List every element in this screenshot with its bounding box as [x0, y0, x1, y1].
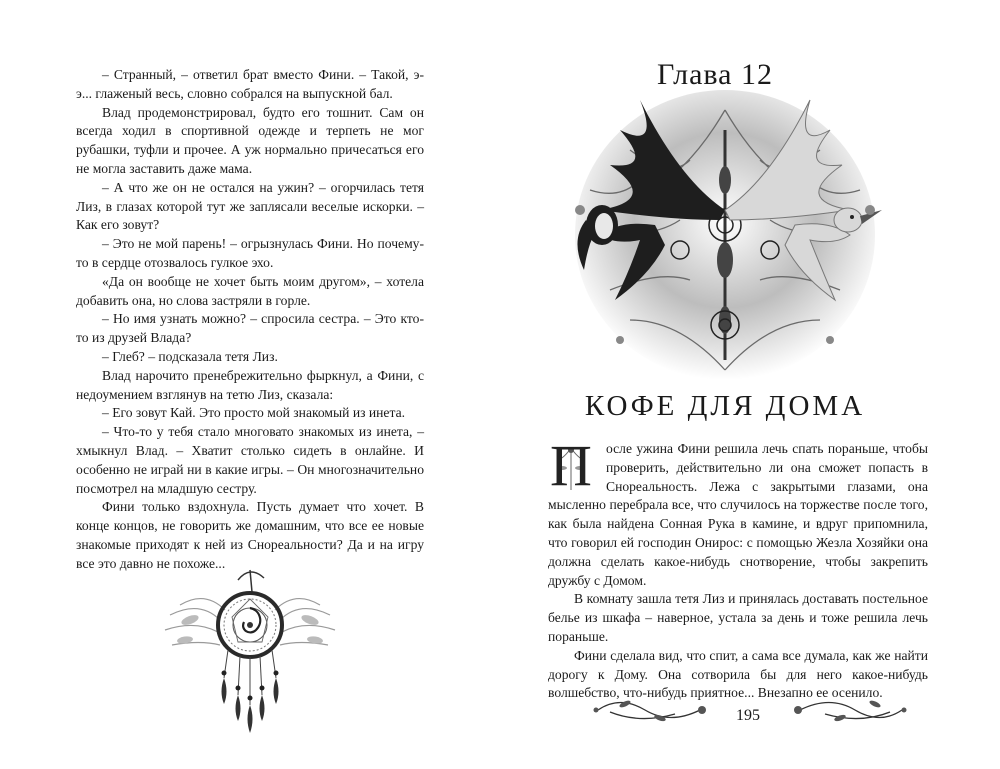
left-paragraph: – Странный, – ответил брат вместо Фини. – Такой, э-э... глаженый весь, словно собрался на выпускной бал. [76, 67, 424, 101]
left-paragraph: Фини только вздохнула. Пусть думает что хочет. В конце концов, не говорить же домашним, что все ее новые знакомые приходят к ней из Снореальности? Да и на игру все это давно не похоже... [76, 499, 424, 571]
left-paragraph: Влад нарочито пренебрежительно фыркнул, а Фини, с недоумением взглянув на тетю Лиз, сказала: [76, 367, 424, 402]
drop-cap-letter: П [550, 433, 592, 498]
first-paragraph [548, 433, 928, 590]
left-paragraph: – Глеб? – подсказала тетя Лиз. [102, 348, 278, 364]
chapter-number: Глава 12 [657, 58, 773, 91]
right-paragraph: Фини сделала вид, что спит, а сама все думала, как же найти дорогу к Дому. Она сотворила бы для него какое-нибудь волшебство, что-нибудь приятное... Внезапно ее осенило. [548, 647, 928, 701]
drop-cap [544, 433, 598, 498]
first-paragraph-text: осле ужина Фини решила лечь спать пораньше, чтобы проверить, действительно ли она сможет попасть в Снореальность. Лежа с закрытыми глазами, она мысленно перебрала все, что случилось на торжестве после того, как была найдена Сонная Рука в камине, и вдруг припомнила, что говорил ей господин Онирос: с помощью Жезла Хозяйки она должна сделать какое-нибудь снотворение, чтобы закрепить дружбу с Домом. [548, 441, 928, 588]
left-paragraph: – Что-то у тебя стало многовато знакомых из инета, – хмыкнул Влад. – Хватит столько сидеть в онлайне. И особенно не играй ни в какие игры. – Он многозначительно посмотрел на младшую сестру. [76, 424, 424, 496]
left-paragraph: – А что же он не остался на ужин? – огорчилась тетя Лиз, в глазах которой тут же заплясали веселые искорки. – Как его зовут? [76, 179, 424, 233]
right-page-text [548, 433, 928, 703]
left-paragraph: «Да он вообще не хочет быть моим другом», – хотела добавить она, но слова застряли в горле. [76, 273, 424, 308]
chapter-title: КОФЕ ДЛЯ ДОМА [584, 390, 866, 422]
left-paragraph: Влад продемонстрировал, будто его тошнит. Сам он всегда ходил в спортивной одежде и терпеть не мог рубашки, туфли и прочее. А уж нормально причесаться его не могла заставить даже мама. [76, 104, 424, 176]
right-paragraph: В комнату зашла тетя Лиз и принялась доставать постельное белье из шкафа – наверное, устала за день и тоже решила лечь пораньше. [548, 591, 928, 644]
left-paragraph: – Это не мой парень! – огрызнулась Фини. Но почему-то в сердце отозвалось гулкое эхо. [76, 236, 424, 270]
left-paragraph: – Его зовут Кай. Это просто мой знакомый из инета. [102, 405, 406, 421]
chapter-illustration [560, 70, 890, 390]
dreamcatcher-illustration [160, 560, 340, 740]
page-number: 195 [736, 707, 760, 724]
left-page-text [76, 66, 424, 574]
left-paragraph: – Но имя узнать можно? – спросила сестра. – Это кто-то из друзей Влада? [76, 311, 424, 346]
